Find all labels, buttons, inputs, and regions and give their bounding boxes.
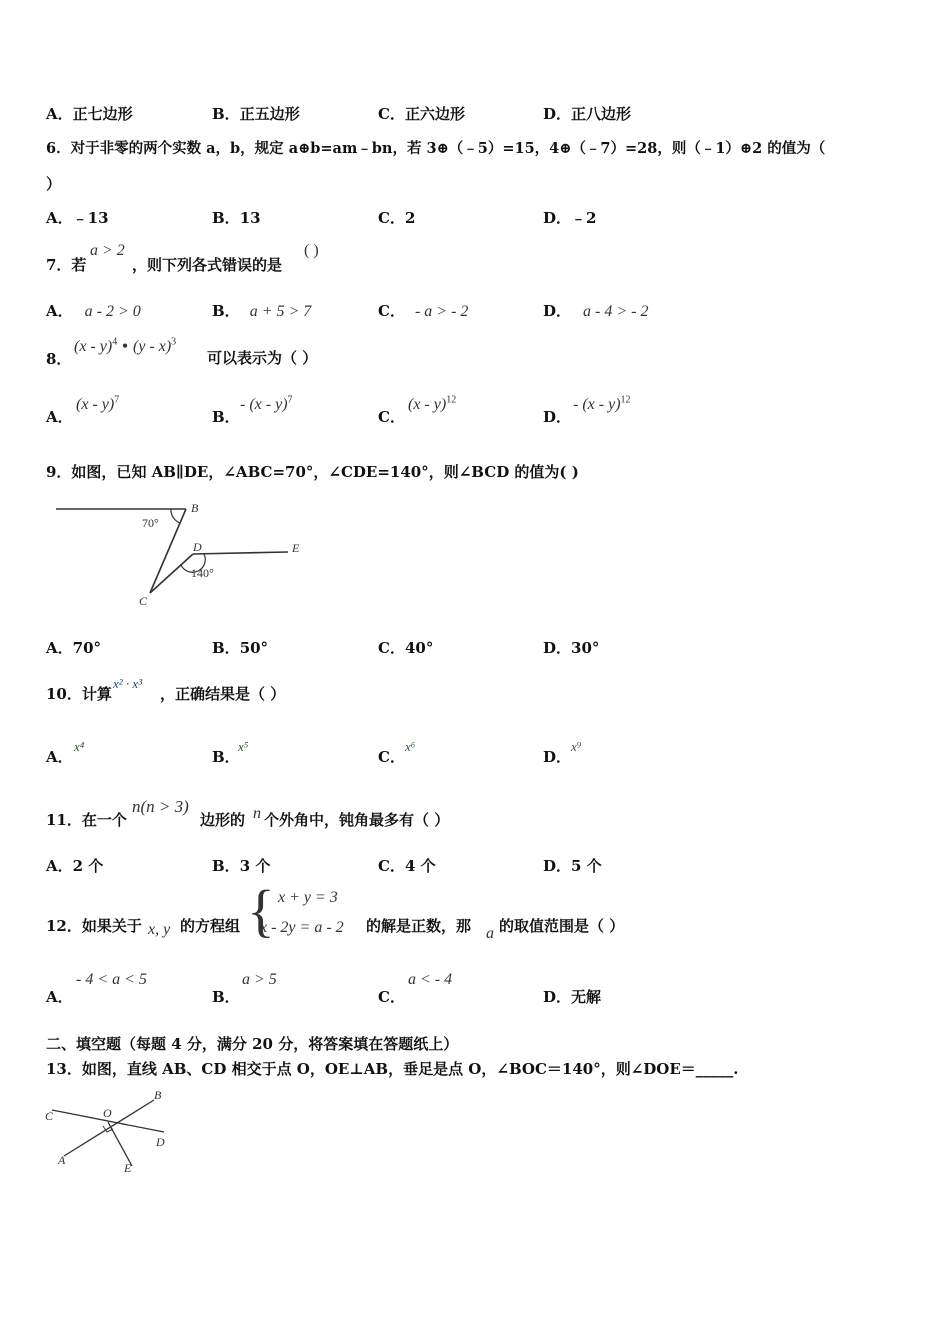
- q12-prefix: 12．如果关于: [46, 917, 142, 935]
- q9-label-e: E: [292, 541, 300, 555]
- q12-option-a: A．: [46, 988, 73, 1006]
- q9-figure: [50, 495, 320, 610]
- q7-paren: ( ): [304, 242, 319, 259]
- q9-line-cd: [150, 554, 193, 593]
- q12-option-c-expr: a < - 4: [408, 971, 453, 988]
- q5-option-c: C．正六边形: [378, 105, 465, 123]
- q6-stem-end: ）: [46, 175, 62, 193]
- q9-label-70: 70°: [142, 516, 159, 530]
- q10-option-d: D．: [543, 748, 572, 766]
- q10-prefix: 10．计算: [46, 685, 112, 703]
- q12-eq1: x + y = 3: [278, 889, 338, 906]
- q12-option-d: D．无解: [543, 988, 602, 1006]
- q8-option-b-expr: - (x - y)$^7$: [240, 394, 293, 413]
- q12-var-a: a: [486, 925, 494, 942]
- q13-label-b: B: [154, 1088, 162, 1102]
- q8-option-c-expr: (x - y)$^{12}$: [408, 394, 457, 413]
- q6-option-c: C．2: [378, 209, 416, 227]
- q8-option-d-expr: - (x - y)$^{12}$: [573, 394, 631, 413]
- q7-option-a: A． a - 2 > 0: [46, 302, 141, 320]
- q11-middle: 边形的: [200, 811, 246, 829]
- q12-option-a-expr: - 4 < a < 5: [76, 971, 147, 988]
- q12-suffix2: 的取值范围是（ ）: [499, 917, 625, 935]
- q10-option-d-expr: x⁹: [571, 739, 582, 754]
- q11-prefix: 11．在一个: [46, 811, 127, 829]
- q7-option-c: C． - a > - 2: [378, 302, 469, 320]
- q11-suffix: 个外角中，钝角最多有（ ）: [264, 811, 450, 829]
- q9-label-c: C: [139, 594, 148, 608]
- q6-option-b: B．13: [212, 209, 261, 227]
- q13-line-oe: [108, 1122, 132, 1166]
- q8-option-a-expr: (x - y)$^7$: [76, 394, 120, 413]
- q11-math-n2: n: [253, 805, 261, 822]
- q5-option-d: D．正八边形: [543, 105, 632, 123]
- q13-stem: 13．如图，直线 AB、CD 相交于点 O，OE⊥AB，垂足是点 O，∠BOC＝140°，则∠DOE＝_____.: [46, 1060, 739, 1078]
- q6-stem: 6．对于非零的两个实数 a，b，规定 a⊕b=am﹣bn，若 3⊕（﹣5）=15，4⊕（﹣7）=28，则（﹣1）⊕2 的值为（: [46, 140, 826, 157]
- q11-math-n: n(n > 3): [132, 797, 189, 816]
- q8-number: 8．: [46, 350, 72, 368]
- q11-option-c: C．4 个: [378, 857, 436, 875]
- q12-vars: x, y: [148, 921, 171, 938]
- q9-line-de: [193, 552, 288, 554]
- q9-label-d: D: [193, 540, 202, 554]
- q8-option-a: A．: [46, 408, 73, 426]
- q5-option-b: B．正五边形: [212, 105, 300, 123]
- q5-option-a: A．正七边形: [46, 105, 133, 123]
- q9-label-140: 140°: [191, 566, 214, 580]
- q8-suffix: 可以表示为（ ）: [207, 349, 318, 367]
- q10-option-a-expr: x⁴: [74, 739, 85, 754]
- q7-prefix: 7．若: [46, 256, 87, 274]
- q8-option-b: B．: [212, 408, 240, 426]
- q13-label-a: A: [58, 1153, 66, 1167]
- q11-option-d: D．5 个: [543, 857, 602, 875]
- q10-expression: x² · x³: [113, 676, 143, 691]
- q10-option-b: B．: [212, 748, 240, 766]
- q10-option-b-expr: x⁵: [238, 739, 249, 754]
- q11-option-a: A．2 个: [46, 857, 104, 875]
- q13-label-d: D: [156, 1135, 165, 1149]
- q13-label-c: C: [45, 1109, 54, 1123]
- q7-option-d: D． a - 4 > - 2: [543, 302, 649, 320]
- section2-title: 二、填空题（每题 4 分，满分 20 分，将答案填在答题纸上）: [46, 1035, 459, 1053]
- q12-option-b-expr: a > 5: [242, 971, 277, 988]
- q8-option-d: D．: [543, 408, 572, 426]
- q10-option-c: C．: [378, 748, 405, 766]
- q6-option-a: A．﹣13: [46, 209, 109, 227]
- q7-option-b: B． a + 5 > 7: [212, 302, 312, 320]
- q10-option-c-expr: x⁶: [405, 739, 416, 754]
- q9-option-a: A．70°: [46, 639, 102, 657]
- q9-option-d: D．30°: [543, 639, 600, 657]
- q13-label-e: E: [124, 1161, 132, 1175]
- q13-figure: [44, 1086, 170, 1176]
- q9-stem: 9．如图，已知 AB∥DE，∠ABC=70°，∠CDE=140°，则∠BCD 的值为( ): [46, 463, 579, 481]
- q11-option-b: B．3 个: [212, 857, 271, 875]
- q9-option-c: C．40°: [378, 639, 434, 657]
- q12-brace: {: [247, 878, 275, 943]
- q7-condition: a > 2: [90, 242, 125, 259]
- q13-label-o: O: [103, 1106, 112, 1120]
- q12-suffix1: 的解是正数，那: [366, 917, 472, 935]
- q6-option-d: D．﹣2: [543, 209, 597, 227]
- q10-suffix: ，正确结果是（ ）: [160, 685, 286, 703]
- q8-expression: (x - y)$^4$ • (y - x)$^3$: [74, 336, 177, 355]
- q7-suffix: ，则下列各式错误的是: [132, 256, 283, 274]
- q8-option-c: C．: [378, 408, 405, 426]
- q9-angle-abc-arc: [171, 509, 180, 523]
- q12-option-b: B．: [212, 988, 240, 1006]
- q9-label-b: B: [191, 501, 199, 515]
- q12-eq2: x - 2y = a - 2: [260, 919, 344, 936]
- q9-option-b: B．50°: [212, 639, 269, 657]
- q12-middle: 的方程组: [180, 917, 241, 935]
- q10-option-a: A．: [46, 748, 73, 766]
- q12-option-c: C．: [378, 988, 405, 1006]
